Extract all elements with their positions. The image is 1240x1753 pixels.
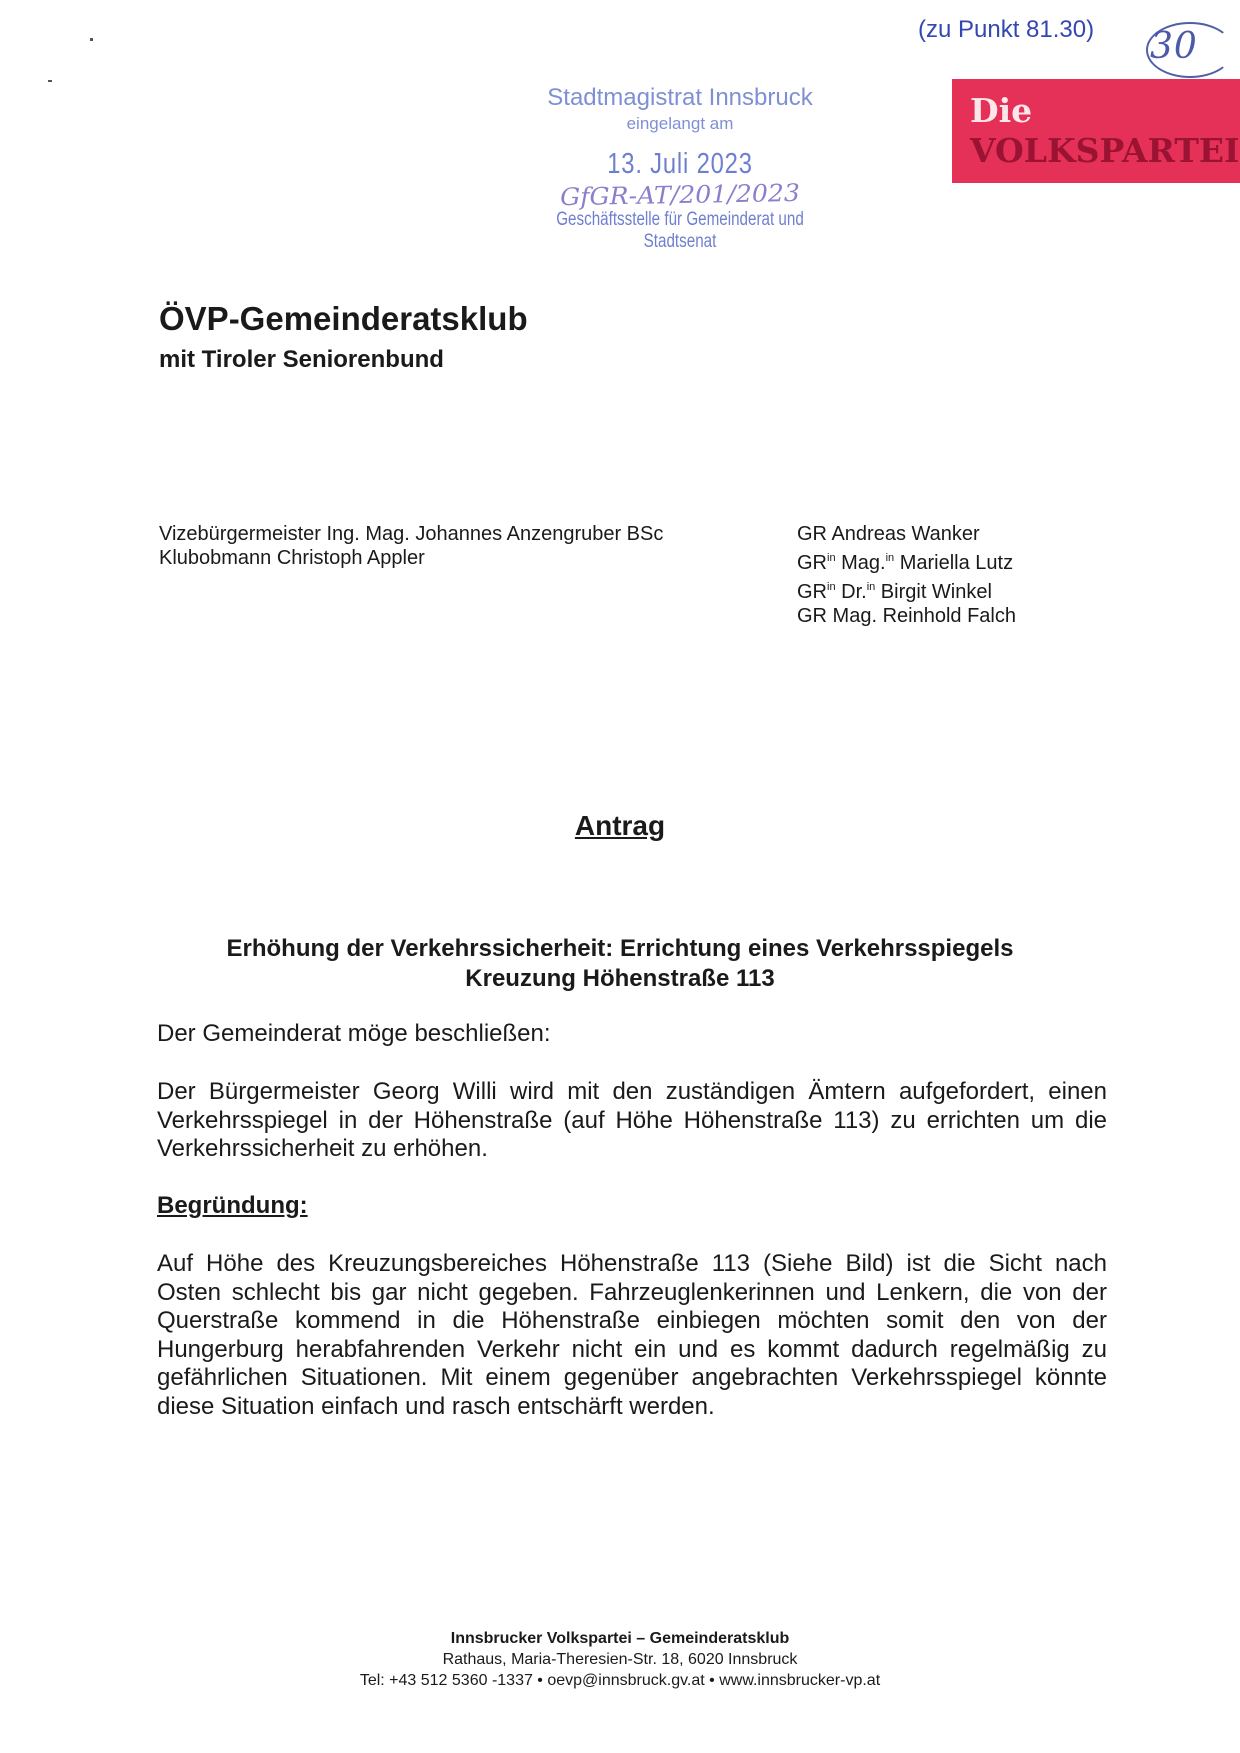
subject-line: Kreuzung Höhenstraße 113 — [465, 965, 775, 992]
signer-title: GR — [797, 581, 827, 603]
letterhead-footer — [0, 1628, 1240, 1691]
signers-right — [797, 522, 1016, 628]
signer — [797, 575, 1016, 604]
scan-speck — [90, 38, 93, 41]
signer-title: GR — [797, 552, 827, 574]
footer-org: Innsbrucker Volkspartei – Gemeinderatsklub — [450, 1630, 790, 1647]
signer: GR Andreas Wanker — [797, 523, 980, 545]
signer-name: Mariella Lutz — [894, 552, 1014, 574]
club-title: ÖVP-Gemeinderatsklub — [159, 300, 528, 337]
document-heading: Antrag — [574, 810, 666, 841]
scan-speck — [48, 80, 52, 82]
signers-left — [159, 522, 663, 570]
signer: Vizebürgermeister Ing. Mag. Johannes Anzengruber BSc — [159, 523, 664, 545]
degree-suffix: in — [885, 552, 895, 564]
footer-address: Rathaus, Maria-Theresien-Str. 18, 6020 Innsbruck — [442, 1651, 798, 1668]
stamp-received-label: eingelangt am — [626, 114, 734, 133]
stamp-unit: Geschäftsstelle für Gemeinderat und Stadtsenat — [556, 209, 804, 252]
motion-subject — [120, 934, 1120, 994]
footer-contact: Tel: +43 512 5360 -1337 • oevp@innsbruck.gv.at • www.innsbrucker-vp.at — [359, 1672, 881, 1689]
motion-intro: Der Gemeinderat möge beschließen: — [157, 1020, 551, 1047]
logo-line1: Die — [970, 91, 1033, 130]
signer-degree: Dr. — [835, 581, 867, 603]
motion-text: Der Bürgermeister Georg Willi wird mit den zuständigen Ämtern aufgefordert, einen Verkehrsspiegel in der Höhenstraße (auf Höhe Höhenstraße 113) zu errichten um die Verkehrssicherheit zu erhöhen. — [157, 1078, 1107, 1162]
stamp-date: 13. Juli 2023 — [607, 148, 753, 180]
signer: GR Mag. Reinhold Falch — [797, 605, 1016, 627]
club-subtitle: mit Tiroler Seniorenbund — [159, 346, 444, 373]
reason-heading: Begründung: — [157, 1192, 308, 1219]
subject-line: Erhöhung der Verkehrssicherheit: Errichtung eines Verkehrsspiegels — [226, 935, 1014, 962]
logo-line2: VOLKSPARTEI — [970, 131, 1240, 170]
signer-degree: Mag. — [835, 552, 886, 574]
signer-name: Birgit Winkel — [875, 581, 992, 603]
signer — [797, 546, 1016, 575]
reason-text: Auf Höhe des Kreuzungsbereiches Höhenstraße 113 (Siehe Bild) ist die Sicht nach Osten schlecht bis gar nicht gegeben. Fahrzeuglenkerinnen und Lenkern, die von der Querstraße kommend in die Höhenstraße einbiegen möchten somit den von der Hungerburg herabfahrenden Verkehr nicht ein und es kommt dadurch regelmäßig zu gefährlichen Situationen. Mit einem gegenüber angebrachten Verkehrsspiegel könnte diese Situation einfach und rasch entschärft werden. — [157, 1250, 1107, 1420]
agenda-reference: (zu Punkt 81.30) — [918, 16, 1095, 43]
stamp-office: Stadtmagistrat Innsbruck — [547, 84, 813, 111]
degree-suffix: in — [866, 581, 876, 593]
title-suffix: in — [827, 552, 836, 564]
party-logo — [952, 79, 1240, 183]
signer: Klubobmann Christoph Appler — [159, 547, 425, 569]
stamp-file-number: GfGR-AT/201/2023 — [559, 178, 801, 212]
title-suffix: in — [827, 581, 836, 593]
handwritten-number: 30 — [1150, 26, 1198, 67]
receipt-stamp — [500, 84, 860, 253]
